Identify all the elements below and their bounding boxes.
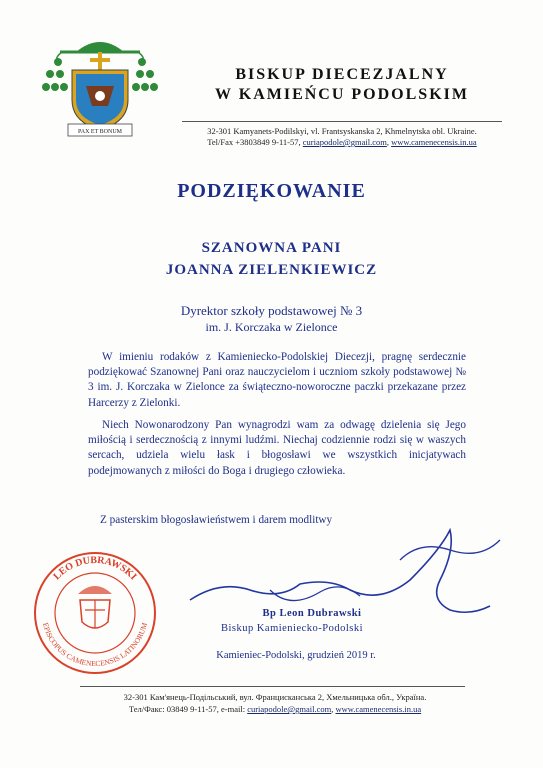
footer-contacts: Тел/Факс: 03849 9-11-57, e-mail: curiapodole@gmail.com, www.camenecensis.in.ua	[128, 704, 422, 714]
document-title: PODZIĘKOWANIE	[177, 180, 366, 202]
body-paragraph-1: W imieniu rodaków z Kamieniecko-Podolskiej Diecezji, pragnę serdecznie podziękować Szanownej Pani oraz nauczycielom i uczniom szkoły podstawowej № 3 im. J. Korczaka w Zielonce za świąteczno-noworoczne paczki przekazane przez Harcerzy z Zielonki.	[88, 351, 466, 409]
letterhead-line-2: W KAMIEŃCU PODOLSKIM	[215, 86, 469, 103]
svg-text:EPISCOPUS CAMENECENSIS LATINOR: EPISCOPUS CAMENECENSIS LATINORUM	[41, 621, 150, 669]
footer-email-link[interactable]: curiapodole@gmail.com	[247, 704, 332, 714]
signatory-name: Bp Leon Dubrawski	[262, 608, 362, 619]
closing-line: Z pasterskim błogosławieństwem i darem modlitwy	[100, 514, 333, 526]
salutation-line-1: SZANOWNA PANI	[201, 240, 342, 256]
footer-address: 32-301 Кам'янець-Подільський, вул. Францисканська 2, Хмельницька обл., Україна.	[123, 692, 427, 702]
recipient-role: Dyrektor szkoły podstawowej № 3	[180, 303, 363, 318]
handwritten-signature	[150, 520, 510, 640]
body-paragraph-2: Niech Nowonarodzony Pan wynagrodzi wam za odwagę dzielenia się Jego miłością i serdecznością z innymi ludźmi. Niechaj codziennie rodzi się w waszych sercach, udziela wielu łask i błogosławi we wszystkich inicjatywach podejmowanych z miłości do Boga i drugiego człowieka.	[88, 419, 466, 477]
recipient-name: JOANNA ZIELENKIEWICZ	[165, 262, 378, 278]
letterhead-contacts: Tel/Fax +3803849 9-11-57, curiapodole@gmail.com, www.camenecensis.in.ua	[207, 137, 477, 147]
letterhead-address: 32-301 Kamyanets-Podilskyi, vl. Frantsyskanska 2, Khmelnytska obl. Ukraine.	[207, 126, 477, 136]
recipient-school: im. J. Korczaka w Zielonce	[205, 320, 338, 334]
footer-divider	[80, 686, 465, 687]
letterhead-phone: Tel/Fax +3803849 9-11-57,	[207, 137, 301, 147]
coat-of-arms	[40, 30, 160, 142]
letterhead-line-1: BISKUP DIECEZJALNY	[235, 66, 449, 83]
signatory-title: Biskup Kamieniecko-Podolski	[220, 623, 364, 634]
letterhead-divider	[182, 121, 502, 122]
footer-phone: Тел/Факс: 03849 9-11-57, e-mail:	[128, 704, 246, 714]
letterhead-email-link[interactable]: curiapodole@gmail.com	[302, 137, 387, 147]
letterhead-web-link[interactable]: www.camenecensis.in.ua	[391, 137, 477, 147]
footer-web-link[interactable]: www.camenecensis.in.ua	[335, 704, 422, 714]
official-stamp	[30, 548, 160, 678]
place-and-date: Kamieniec-Podolski, grudzień 2019 r.	[216, 650, 376, 661]
svg-text:PAX ET BONUM: PAX ET BONUM	[77, 129, 123, 135]
svg-text:LEO DUBRAWSKI: LEO DUBRAWSKI	[51, 554, 139, 583]
